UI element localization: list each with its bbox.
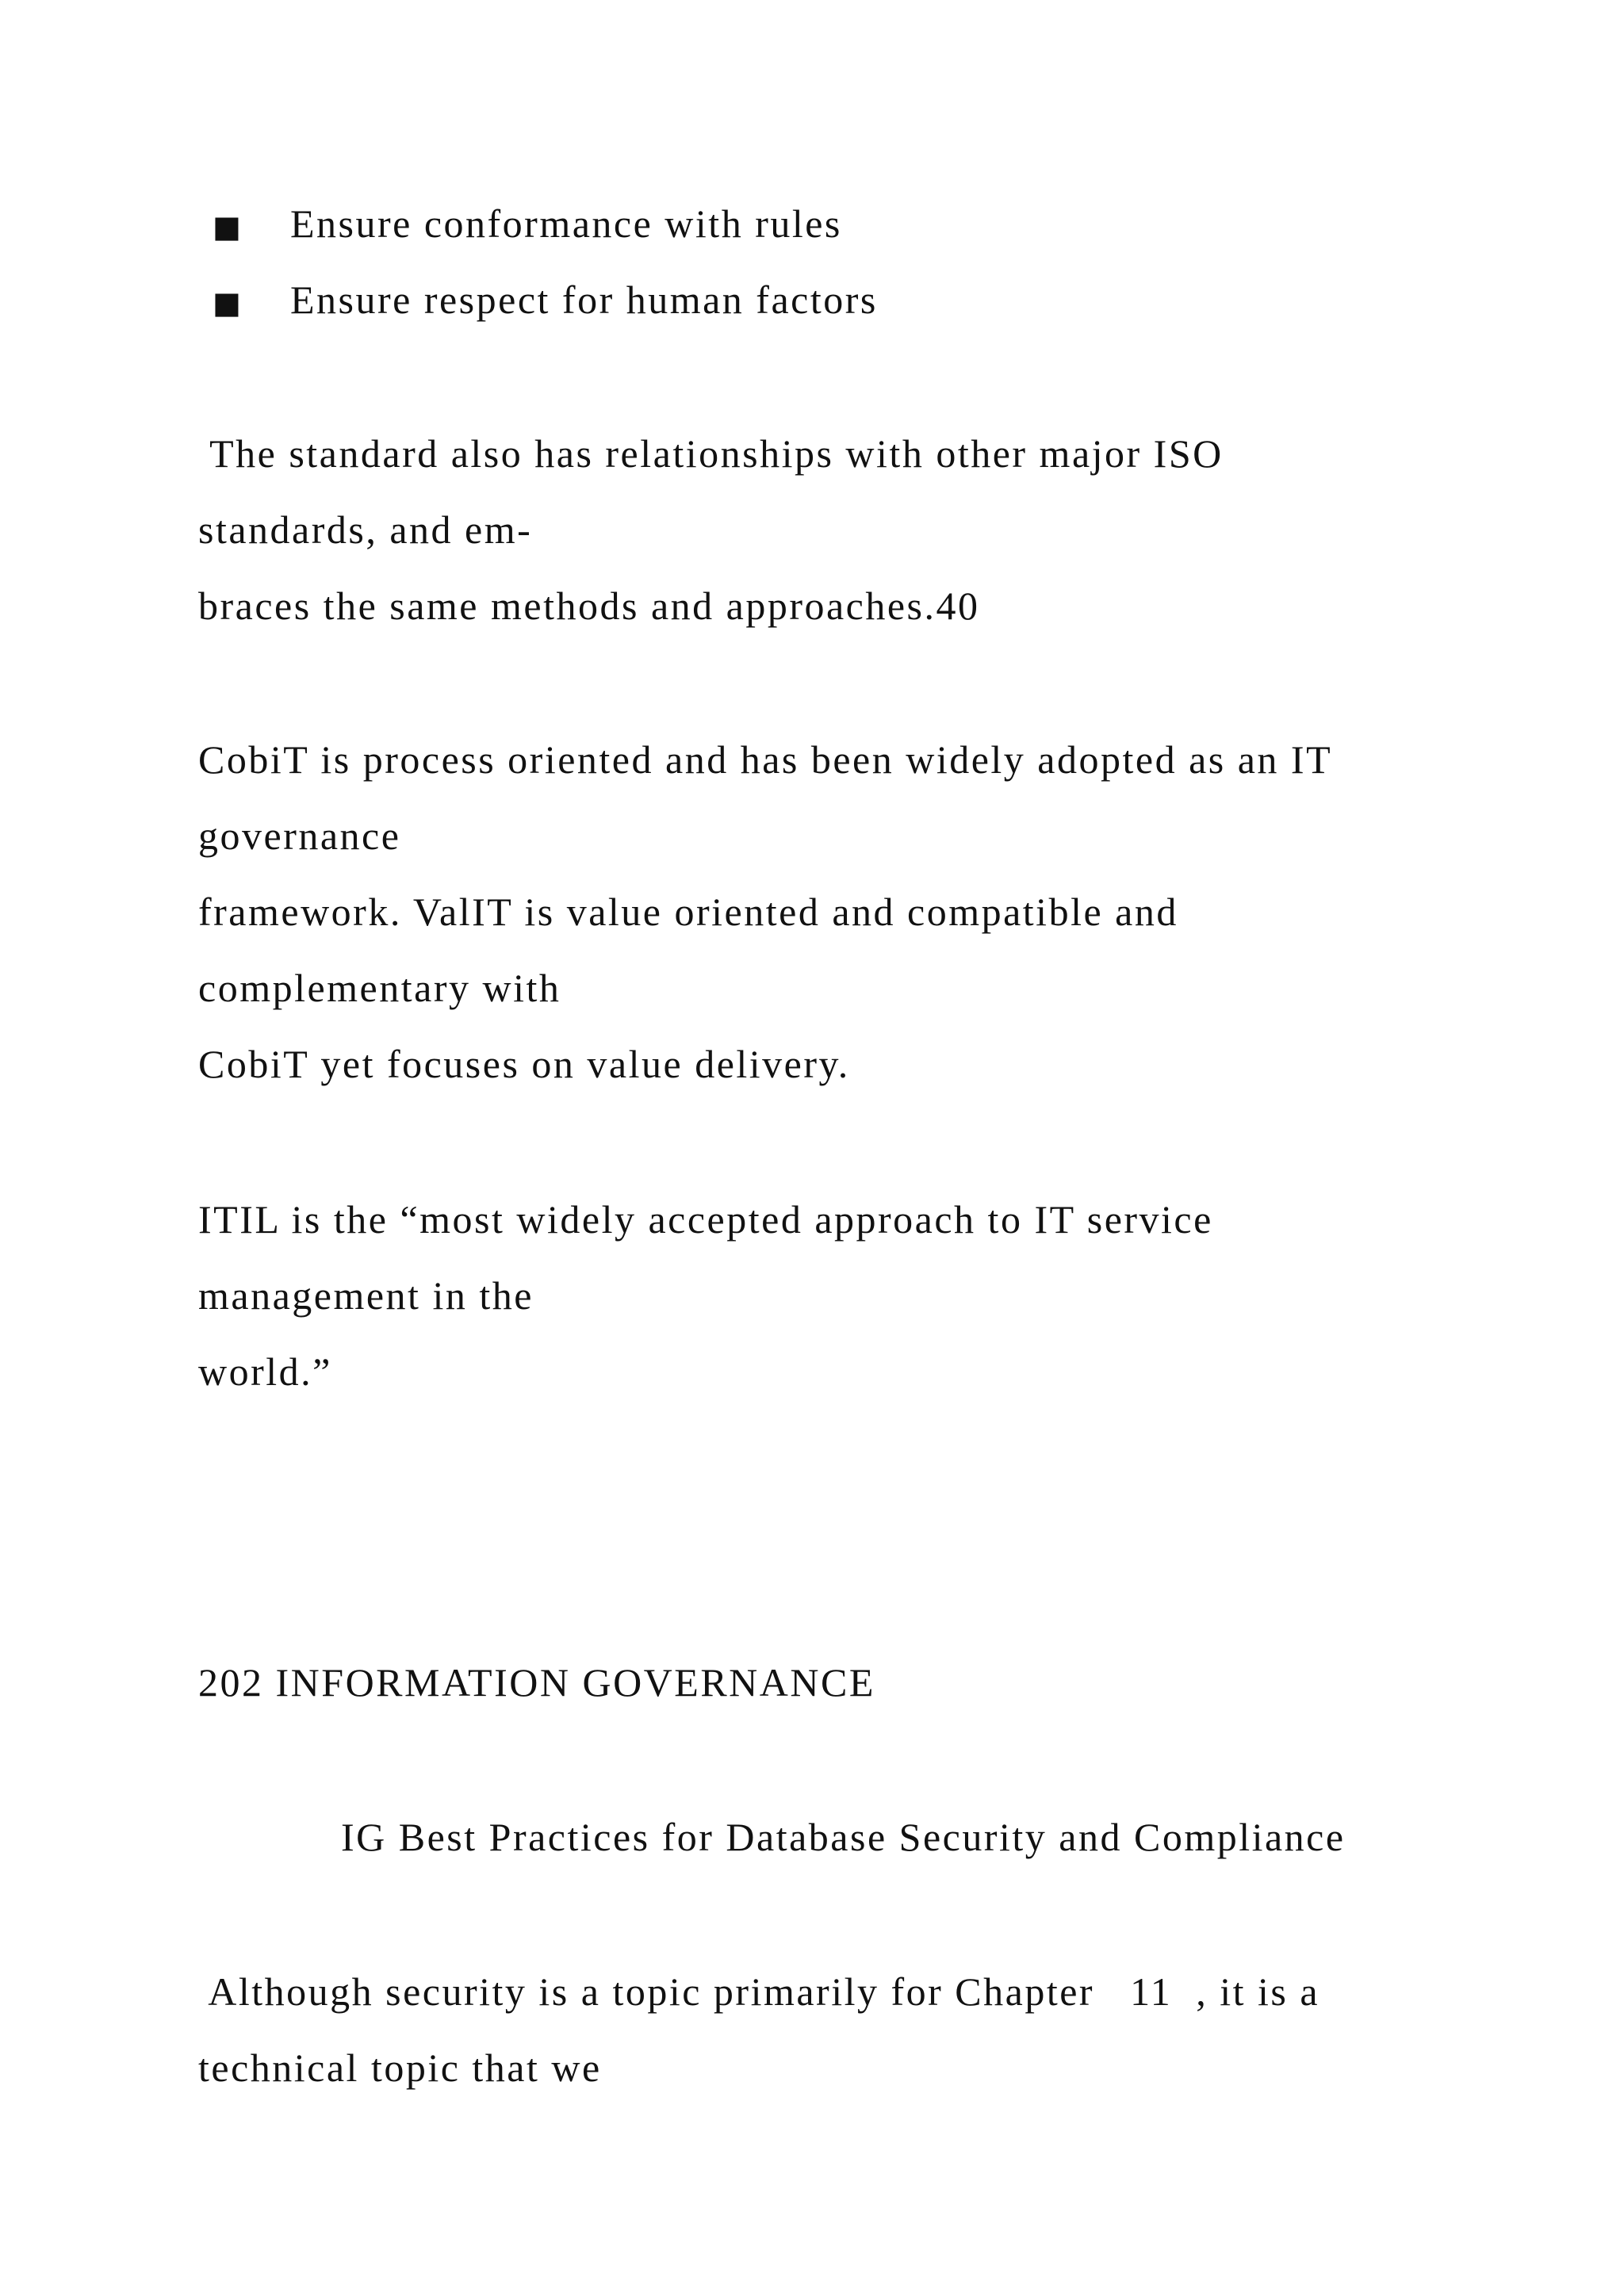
bullet-item (213, 276, 878, 327)
bullet-marker: ■ (213, 209, 241, 244)
paragraph-line: management in the (198, 1273, 534, 1318)
section-heading: IG Best Practices for Database Security and Compliance (341, 1815, 1346, 1859)
bullet-text: Ensure conformance with rules (290, 201, 842, 246)
running-header: 202 INFORMATION GOVERNANCE (198, 1660, 875, 1705)
paragraph-line: complementary with (198, 966, 561, 1010)
paragraph-line: CobiT yet focuses on value delivery. (198, 1042, 850, 1086)
paragraph-line: governance (198, 813, 401, 858)
paragraph-line: technical topic that we (198, 2045, 602, 2090)
paragraph-line: framework. ValIT is value oriented and compatible and (198, 890, 1178, 934)
bullet-marker: ■ (213, 285, 241, 320)
paragraph-line: standards, and em- (198, 507, 533, 552)
paragraph-line: braces the same methods and approaches.40 (198, 584, 980, 628)
paragraph-line: The standard also has relationships with other major ISO (198, 431, 1224, 476)
paragraph-line: Although security is a topic primarily for Chapter 11 , it is a (198, 1969, 1320, 2014)
paragraph-line: CobiT is process oriented and has been widely adopted as an IT (198, 737, 1333, 782)
paragraph-line: world.” (198, 1349, 332, 1394)
bullet-item (213, 200, 842, 251)
paragraph-line: ITIL is the “most widely accepted approach to IT service (198, 1197, 1213, 1242)
bullet-text: Ensure respect for human factors (290, 277, 878, 322)
